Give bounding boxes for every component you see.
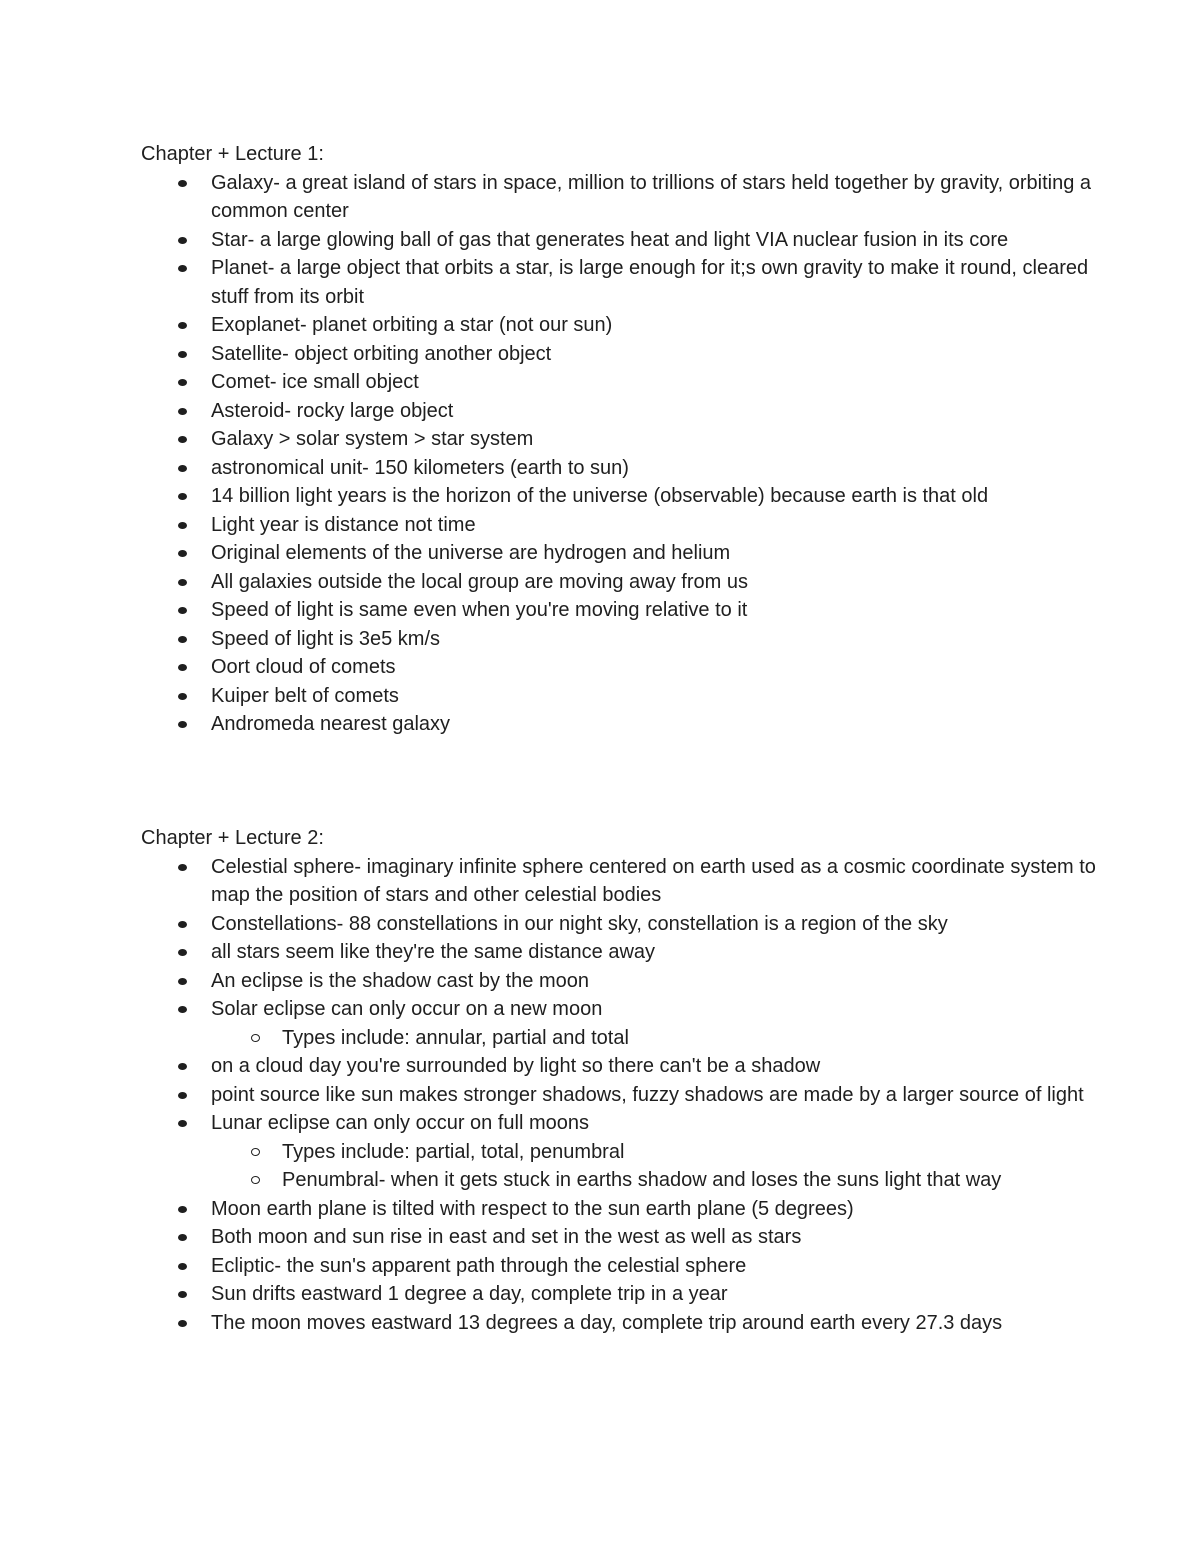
bullet-icon (178, 1234, 187, 1241)
section-lecture-1 (141, 140, 1101, 739)
list-item-text: Comet- ice small object (211, 371, 419, 393)
list-item (141, 1280, 1101, 1309)
list-item (141, 1109, 1101, 1195)
bullet-icon (178, 351, 187, 358)
list-item-text: All galaxies outside the local group are moving away from us (211, 570, 748, 593)
section-heading: Chapter + Lecture 2: (141, 827, 324, 849)
list-item-text: Galaxy- a great island of stars in space, million to trillions of stars held together by gravity, orbiting a common center (211, 171, 1092, 222)
bullet-icon (178, 265, 187, 272)
list-item-text: 14 billion light years is the horizon of the universe (observable) because earth is that old (211, 485, 989, 507)
bullet-icon (178, 550, 187, 557)
list-item-text: astronomical unit- 150 kilometers (earth to sun) (211, 456, 629, 479)
list-item (141, 539, 1101, 568)
list-item (141, 511, 1101, 540)
bullet-icon (178, 949, 187, 956)
bullet-icon (178, 1263, 187, 1270)
sub-list-item (211, 1024, 1101, 1053)
list-item (141, 1052, 1101, 1081)
list-item (141, 482, 1101, 511)
list-item (141, 454, 1101, 483)
list-item (141, 340, 1101, 369)
list-item-text: all stars seem like they're the same distance away (211, 941, 656, 963)
list-item-text: Speed of light is 3e5 km/s (211, 627, 441, 650)
sub-bullet-list (211, 1024, 1101, 1053)
list-item-text: Sun drifts eastward 1 degree a day, complete trip in a year (211, 1283, 728, 1305)
list-item (141, 1309, 1101, 1338)
sub-list-item (211, 1166, 1101, 1195)
list-item-text: Exoplanet- planet orbiting a star (not our sun) (211, 314, 613, 336)
list-item-text: Solar eclipse can only occur on a new moon (211, 998, 603, 1020)
bullet-list (141, 853, 1101, 1338)
list-item-text: Kuiper belt of comets (211, 684, 399, 707)
bullet-icon (178, 721, 187, 728)
list-item-text: Oort cloud of comets (211, 656, 396, 678)
list-item (141, 1081, 1101, 1110)
hollow-bullet-icon (251, 1034, 260, 1042)
list-item (141, 568, 1101, 597)
list-item-text: Ecliptic- the sun's apparent path through the celestial sphere (211, 1254, 747, 1277)
list-item (141, 226, 1101, 255)
list-item (141, 1252, 1101, 1281)
list-item (141, 169, 1101, 226)
hollow-bullet-icon (251, 1148, 260, 1156)
sub-list-item-text: Types include: partial, total, penumbral (282, 1140, 625, 1163)
bullet-icon (178, 1206, 187, 1213)
list-item-text: Moon earth plane is tilted with respect to the sun earth plane (5 degrees) (211, 1197, 854, 1220)
bullet-icon (178, 864, 187, 871)
list-item-text: Asteroid- rocky large object (211, 399, 454, 422)
list-item (141, 254, 1101, 311)
list-item-text: Galaxy > solar system > star system (211, 428, 534, 450)
list-item (141, 938, 1101, 967)
bullet-icon (178, 1320, 187, 1327)
hollow-bullet-icon (251, 1176, 260, 1184)
bullet-icon (178, 408, 187, 415)
sub-bullet-list (211, 1138, 1101, 1195)
bullet-list (141, 169, 1101, 739)
list-item (141, 653, 1101, 682)
list-item-text: Original elements of the universe are hydrogen and helium (211, 542, 731, 564)
list-item-text: Light year is distance not time (211, 513, 476, 536)
list-item-text: An eclipse is the shadow cast by the moon (211, 969, 589, 992)
bullet-icon (178, 237, 187, 244)
bullet-icon (178, 921, 187, 928)
list-item-text: Andromeda nearest galaxy (211, 713, 451, 735)
list-item (141, 995, 1101, 1052)
list-item-text: The moon moves eastward 13 degrees a day, complete trip around earth every 27.3 days (211, 1311, 1003, 1334)
bullet-icon (178, 1120, 187, 1127)
bullet-icon (178, 493, 187, 500)
list-item (141, 625, 1101, 654)
list-item (141, 910, 1101, 939)
bullet-icon (178, 636, 187, 643)
list-item (141, 1223, 1101, 1252)
bullet-icon (178, 607, 187, 614)
sub-list-item-text: Types include: annular, partial and total (282, 1026, 629, 1049)
list-item (141, 368, 1101, 397)
bullet-icon (178, 1006, 187, 1013)
list-item-text: on a cloud day you're surrounded by light so there can't be a shadow (211, 1055, 821, 1077)
list-item (141, 1195, 1101, 1224)
bullet-icon (178, 978, 187, 985)
bullet-icon (178, 465, 187, 472)
list-item-text: Satellite- object orbiting another object (211, 342, 552, 365)
bullet-icon (178, 522, 187, 529)
list-item (141, 397, 1101, 426)
bullet-icon (178, 379, 187, 386)
bullet-icon (178, 579, 187, 586)
list-item-text: Both moon and sun rise in east and set in the west as well as stars (211, 1226, 802, 1248)
list-item (141, 967, 1101, 996)
list-item-text: Planet- a large object that orbits a star, is large enough for it;s own gravity to make it round, cleared stuff from its orbit (211, 257, 1089, 308)
bullet-icon (178, 693, 187, 700)
bullet-icon (178, 1092, 187, 1099)
bullet-icon (178, 1291, 187, 1298)
bullet-icon (178, 180, 187, 187)
sub-list-item (211, 1138, 1101, 1167)
bullet-icon (178, 436, 187, 443)
list-item (141, 853, 1101, 910)
bullet-icon (178, 664, 187, 671)
list-item (141, 425, 1101, 454)
list-item (141, 596, 1101, 625)
bullet-icon (178, 322, 187, 329)
section-heading: Chapter + Lecture 1: (141, 143, 324, 165)
section-lecture-2 (141, 824, 1101, 1337)
list-item-text: Speed of light is same even when you're moving relative to it (211, 599, 748, 621)
list-item-text: Constellations- 88 constellations in our night sky, constellation is a region of the sky (211, 912, 948, 935)
list-item-text: Lunar eclipse can only occur on full moons (211, 1112, 589, 1134)
list-item-text: Celestial sphere- imaginary infinite sphere centered on earth used as a cosmic coordinate system to map the position of stars and other celestial bodies (211, 855, 1096, 906)
list-item-text: Star- a large glowing ball of gas that generates heat and light VIA nuclear fusion in its core (211, 228, 1009, 251)
list-item (141, 311, 1101, 340)
sub-list-item-text: Penumbral- when it gets stuck in earths shadow and loses the suns light that way (282, 1169, 1002, 1191)
list-item (141, 682, 1101, 711)
list-item-text: point source like sun makes stronger shadows, fuzzy shadows are made by a larger source of light (211, 1083, 1084, 1106)
bullet-icon (178, 1063, 187, 1070)
list-item (141, 710, 1101, 739)
